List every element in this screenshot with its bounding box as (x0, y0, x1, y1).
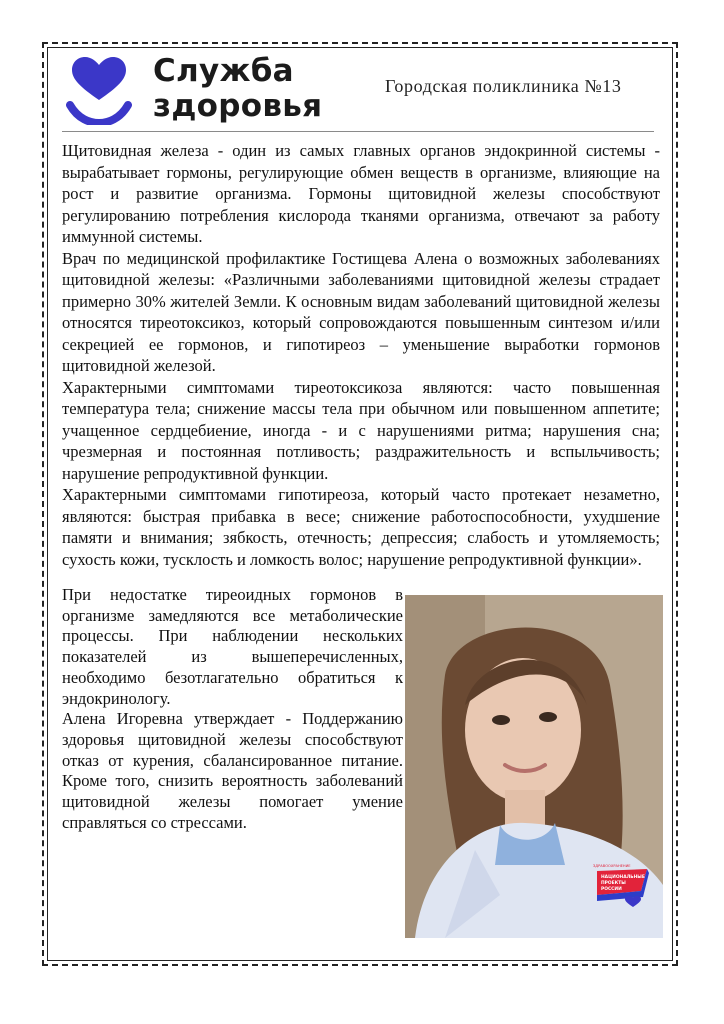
article-body (62, 140, 660, 570)
article-paragraph-4: Характерными симптомами гипотиреоза, который часто протекает незаметно, являются: быстрая прибавка в весе; снижение работоспособности, ухудшение памяти и внимания; зябкость, отечность; депрессия; слабость и утомляемость; сухость кожи, тусклость и ломкость волос; нарушение репродуктивной функции». (62, 485, 660, 569)
article-paragraph-5: При недостатке тиреоидных гормонов в организме замедляются все метаболические процессы. При наблюдении нескольких показателей из вышеперечисленных, необходимо безотлагательно обратиться к эндокринологу. (62, 585, 403, 708)
heart-smile-logo-icon (64, 55, 134, 125)
header-divider (62, 131, 654, 132)
badge-line2: НАЦИОНАЛЬНЫЕ (601, 875, 645, 880)
badge-line1: ЗДРАВООХРАНЕНИЕ (593, 864, 631, 868)
article-side-column (62, 585, 403, 833)
brand-title-line1: Служба (153, 53, 294, 89)
article-paragraph-1: Щитовидная железа - один из самых главных органов эндокринной системы - вырабатывает гормоны, регулирующие обмен веществ в организме, влияющие на рост и развитие организма. Гормоны щитовидной железы способствуют регулированию потребления кислорода тканями организма, отвечают за работу иммунной системы. (62, 141, 660, 246)
clinic-name: Городская поликлиника №13 (385, 76, 622, 96)
article-paragraph-6: Алена Игоревна утверждает - Поддержанию здоровья щитовидной железы способствуют отказ от курения, сбалансированное питание. Кроме того, снизить вероятность заболеваний щитовидной железы помогает умение справляться со стрессами. (62, 709, 403, 832)
badge-line4: РОССИИ (601, 887, 622, 892)
brand-title-line2: здоровья (153, 88, 323, 124)
article-paragraph-2: Врач по медицинской профилактике Гостищева Алена о возможных заболеваниях щитовидной железы: «Различными заболеваниями щитовидной железы страдает примерно 30% жителей Земли. К основным видам заболеваний щитовидной железы относятся тиреотоксикоз, который сопровождаются повышенным синтезом и/или секрецией ее гормонов, и гипотиреоз – уменьшение выработки гормонов щитовидной железой. (62, 248, 660, 375)
article-paragraph-3: Характерными симптомами тиреотоксикоза являются: часто повышенная температура тела; снижение массы тела при обычном или повышенном аппетите; учащенное сердцебиение, иногда - и с нарушениями ритма; нарушения сна; чрезмерная и постоянная потливость; раздражительность и вспыльчивость; нарушение репродуктивной функции. (62, 377, 660, 483)
doctor-photo (405, 595, 663, 938)
brand-title (153, 54, 322, 124)
badge-line3: ПРОЕКТЫ (601, 881, 626, 886)
national-projects-badge-icon (591, 861, 649, 909)
